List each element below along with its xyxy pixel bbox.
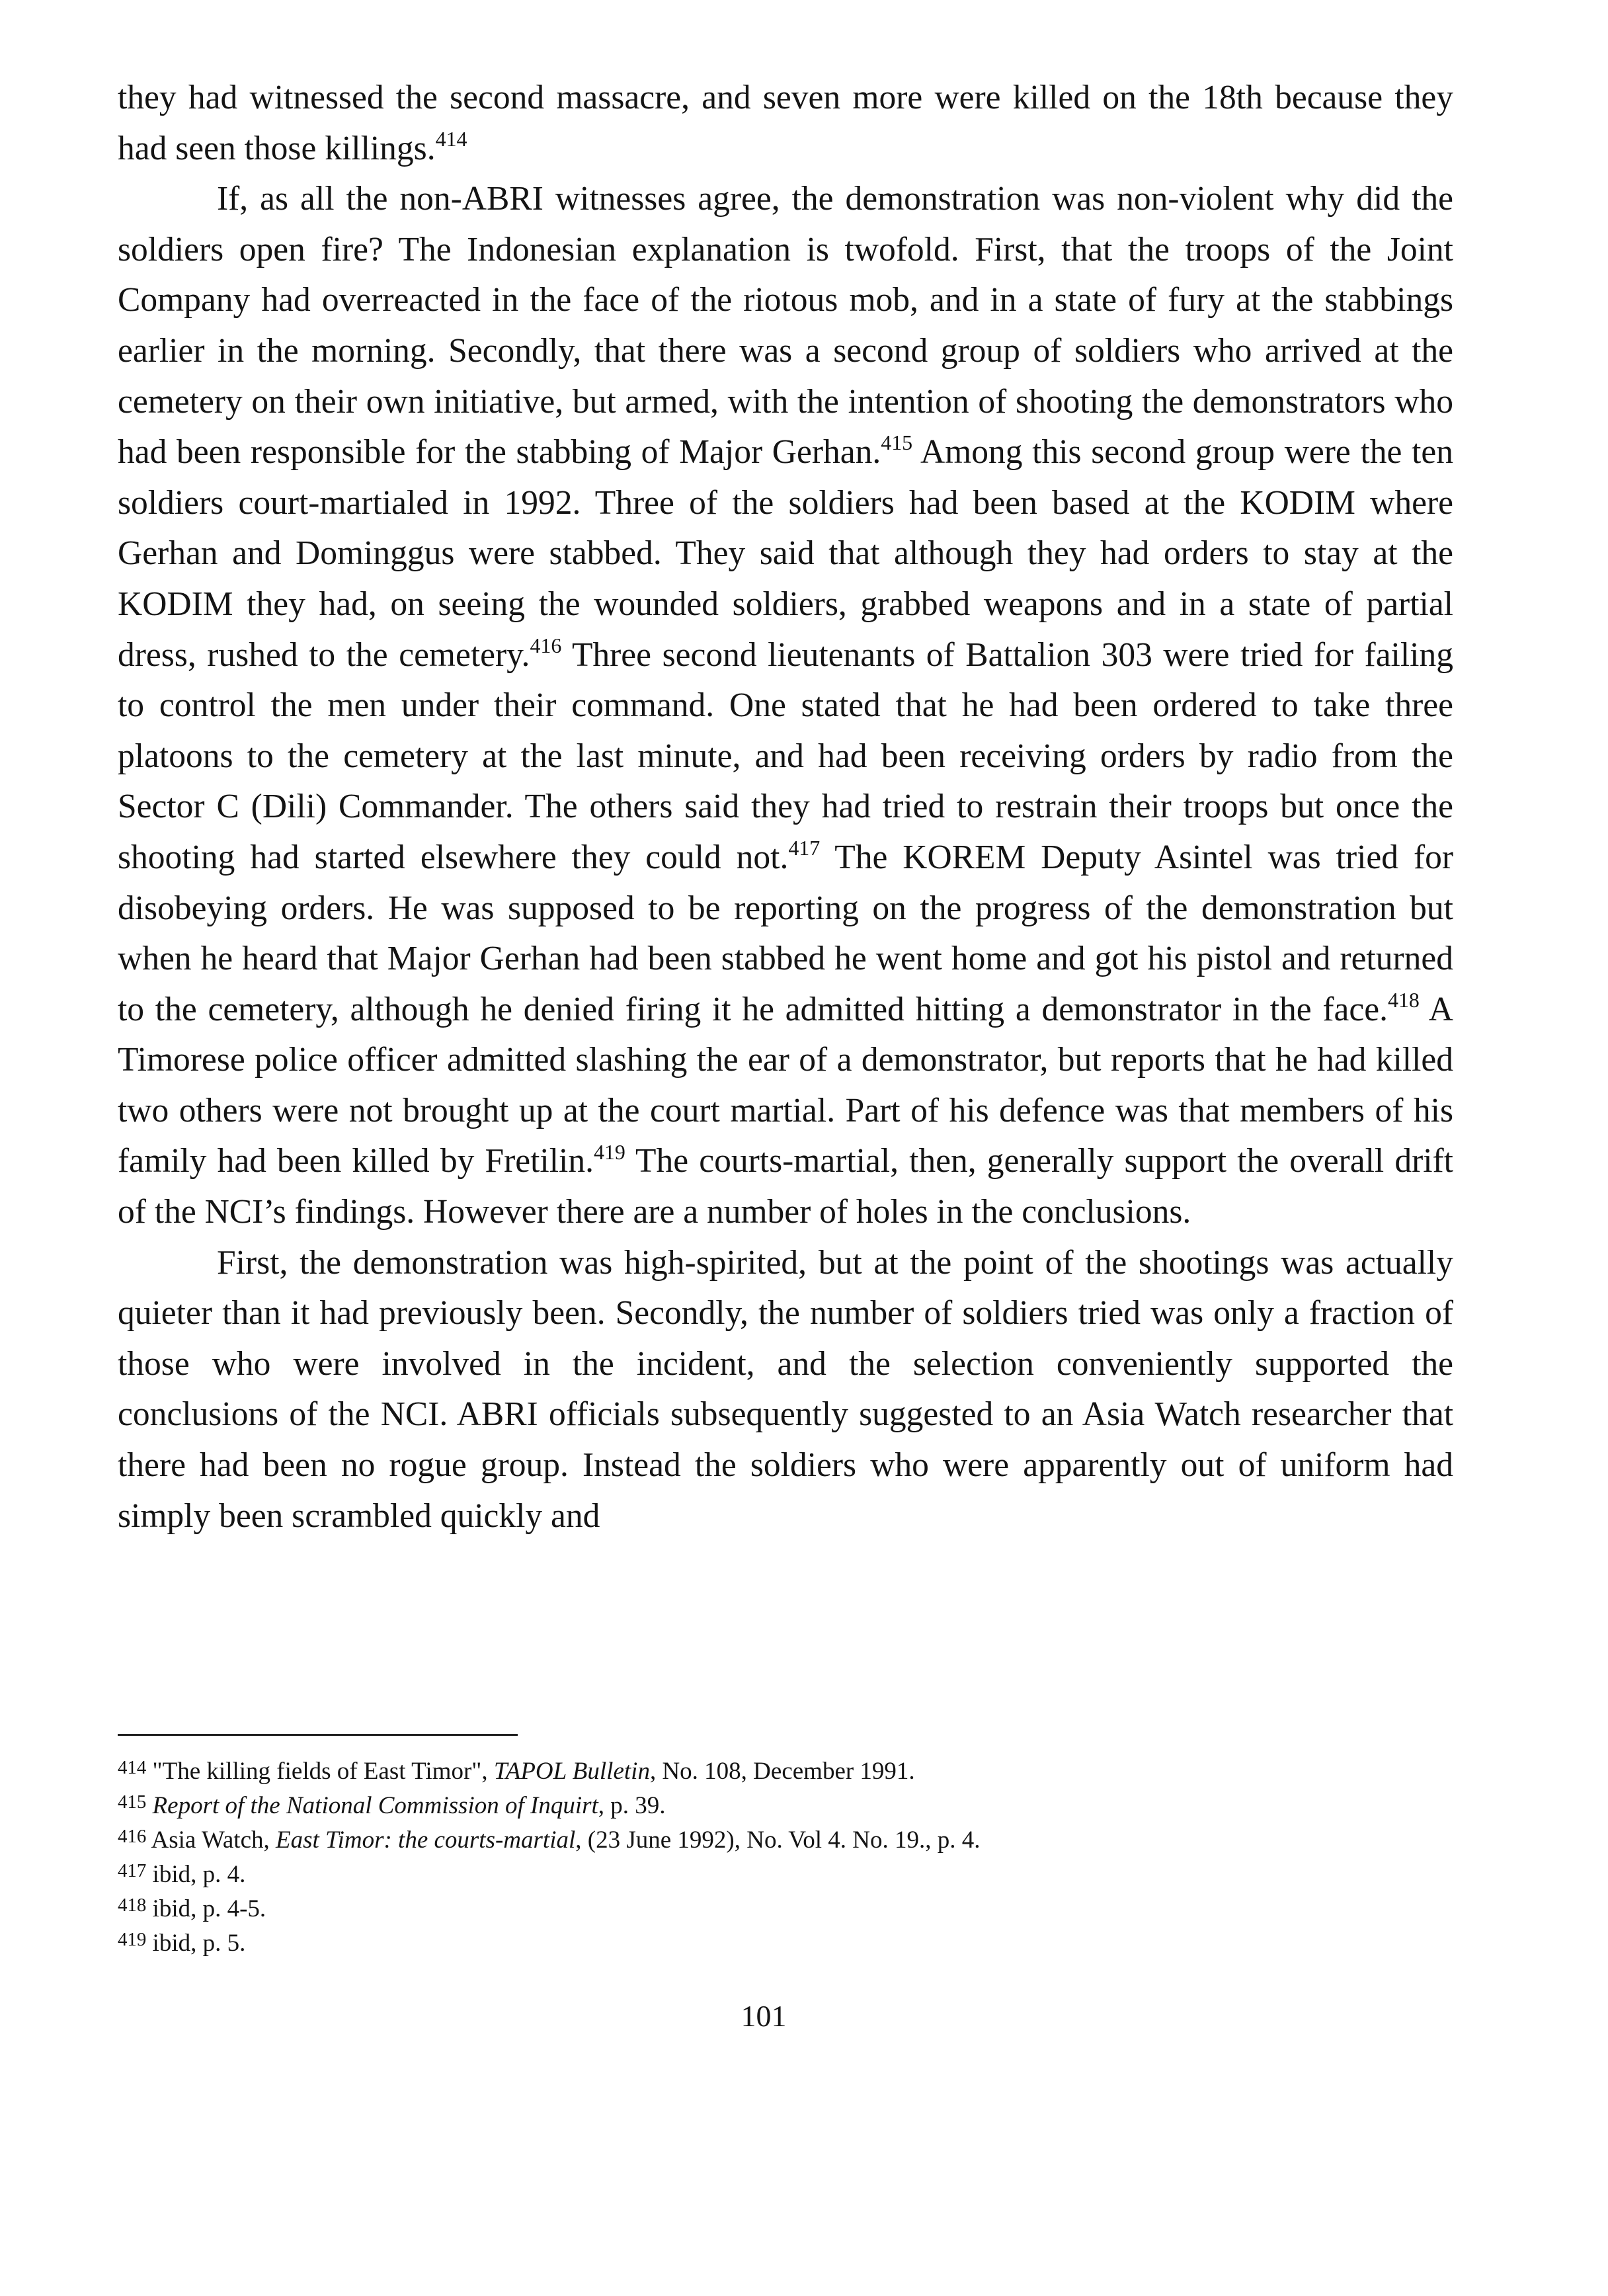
footnote-reference: 419 xyxy=(593,1140,625,1164)
text-run: Among this second group were the ten soldiers court-martialed in 1992. Three of the soldiers had been based at the KODIM where Gerhan and Dominggus were stabbed. They said that although they had orders to stay at the KODIM they had, on seeing the wounded soldiers, grabbed weapons and in a state of partial dress, rushed to the cemetery. xyxy=(118,433,1453,674)
text-run: ibid, p. 5. xyxy=(146,1930,246,1957)
italic-title: Report of the National Commission of Inquirt xyxy=(152,1792,598,1819)
text-run: Asia Watch, xyxy=(146,1826,276,1854)
text-run: , No. 108, December 1991. xyxy=(649,1758,915,1785)
footnote-item xyxy=(118,1927,1453,1961)
footnote-reference: 418 xyxy=(1388,988,1420,1012)
text-run: Three second lieutenants of Battalion 303 were tried for failing to control the men under their command. One stated that he had been ordered to take three platoons to the cemetery at the last minute, and had been receiving orders by radio from the Sector C (Dili) Commander. The others said they had tried to restrain their troops but once the shooting had started elsewhere they could not. xyxy=(118,636,1453,876)
footnote-item xyxy=(118,1858,1453,1893)
footnote-item xyxy=(118,1789,1453,1824)
footnote-item xyxy=(118,1824,1453,1858)
text-run: The courts-martial, then, generally support the overall drift of the NCI’s findings. However there are a number of holes in the conclusions. xyxy=(118,1142,1453,1231)
text-run: they had witnessed the second massacre, and seven more were killed on the 18th because they had seen those killings. xyxy=(118,79,1453,167)
text-run xyxy=(146,1792,152,1819)
text-run: "The killing fields of East Timor", xyxy=(146,1758,494,1785)
text-run: ibid, p. 4-5. xyxy=(146,1895,266,1922)
footnote-reference: 416 xyxy=(530,634,562,657)
body-paragraph xyxy=(118,73,1453,174)
body-text xyxy=(118,73,1453,1541)
footnote-reference: 415 xyxy=(881,431,913,455)
italic-title: TAPOL Bulletin xyxy=(493,1758,650,1785)
footnote-reference: 414 xyxy=(435,127,467,151)
footnote-number: 419 xyxy=(118,1928,147,1950)
text-run: First, the demonstration was high-spirited, but at the point of the shootings was actually quieter than it had previously been. Secondly, the number of soldiers tried was only a fraction of those who were involved in the incident, and the selection conveniently supported the conclusions of the NCI. ABRI officials subsequently suggested to an Asia Watch researcher that there had been no rogue group. Instead the soldiers who were apparently out of uniform had simply been scrambled quickly and xyxy=(118,1243,1453,1535)
text-run: , p. 39. xyxy=(598,1792,666,1819)
footnote-number: 414 xyxy=(118,1756,147,1778)
text-run: The KOREM Deputy Asintel was tried for disobeying orders. He was supposed to be reporting on the progress of the demonstration but when he heard that Major Gerhan had been stabbed he went home and got his pistol and returned to the cemetery, although he denied firing it he admitted hitting a demonstrator in the face. xyxy=(118,838,1453,1028)
text-run: , (23 June 1992), No. Vol 4. No. 19., p. 4. xyxy=(575,1826,981,1854)
footnote-item xyxy=(118,1893,1453,1927)
body-paragraph xyxy=(118,1238,1453,1542)
page-number: 101 xyxy=(741,1999,787,2033)
text-run: If, as all the non-ABRI witnesses agree, the demonstration was non-violent why did the soldiers open fire? The Indonesian explanation is twofold. First, that the troops of the Joint Company had overreacted in the face of the riotous mob, and in a state of fury at the stabbings earlier in the morning. Secondly, that there was a second group of soldiers who arrived at the cemetery on their own initiative, but armed, with the intention of shooting the demonstrators who had been responsible for the stabbing of Major Gerhan. xyxy=(118,180,1453,472)
italic-title: East Timor: the courts-martial xyxy=(276,1826,576,1854)
footnote-number: 417 xyxy=(118,1860,147,1881)
footnote-number: 415 xyxy=(118,1791,147,1813)
footnote-item xyxy=(118,1755,1453,1789)
footnote-divider xyxy=(118,1734,518,1736)
footnote-reference: 417 xyxy=(788,837,821,860)
footnotes xyxy=(118,1755,1453,1961)
body-paragraph xyxy=(118,174,1453,1237)
text-run: A Timorese police officer admitted slashing the ear of a demonstrator, but reports that he had killed two others were not brought up at the court martial. Part of his defence was that members of his family had been killed by Fretilin. xyxy=(118,990,1453,1180)
text-run: ibid, p. 4. xyxy=(146,1861,246,1888)
footnote-number: 418 xyxy=(118,1894,147,1916)
footnote-number: 416 xyxy=(118,1825,147,1847)
